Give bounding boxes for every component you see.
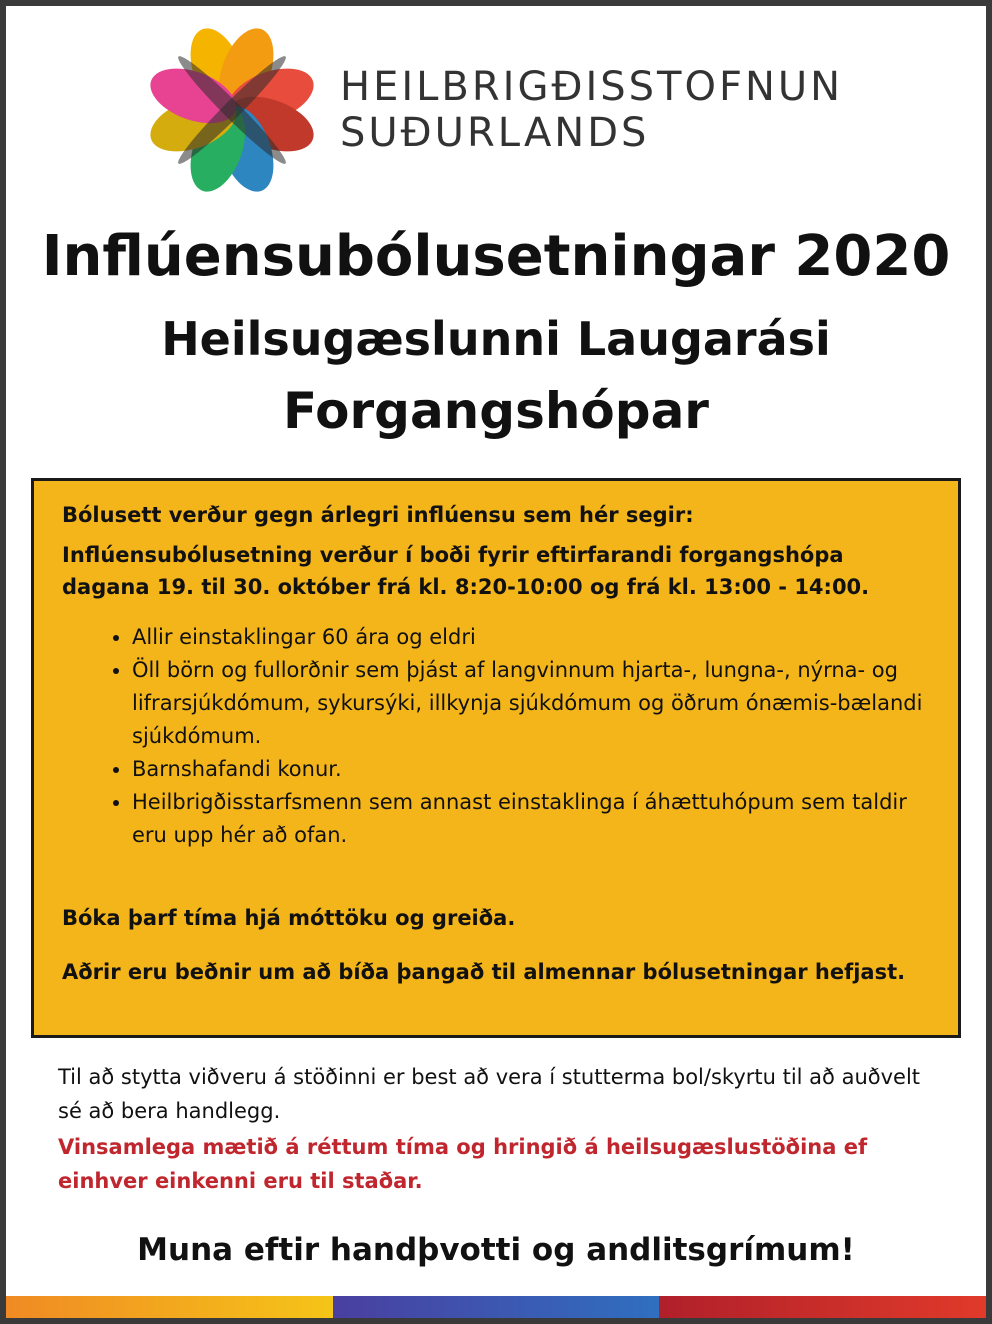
main-title: Inflúensubólusetningar 2020 (41, 224, 951, 289)
location-title: Heilsugæslunni Laugarási (161, 312, 831, 366)
stripe-segment (333, 1296, 660, 1318)
list-item: • Heilbrigðisstarfsmenn sem annast einstaklinga í áhættuhópum sem taldir eru upp hér að ofan. (132, 786, 930, 852)
list-item: • Öll börn og fullorðnir sem þjást af langvinnum hjarta-, lungna-, nýrna- og lifrarsjúkdómum, sykursýki, illkynja sjúkdómum og öðrum ónæmis-bælandi sjúkdómum. (132, 654, 930, 753)
group-title: Forgangshópar (283, 382, 709, 440)
color-stripe (6, 1296, 986, 1318)
poster (6, 6, 986, 1318)
reminder-text: Muna eftir handþvotti og andlitsgrímum! (137, 1232, 855, 1268)
organization-name (340, 64, 843, 156)
priority-group-list (62, 621, 930, 852)
list-item: • Barnshafandi konur. (132, 753, 930, 786)
box-intro: Bólusett verður gegn árlegri inflúensu sem hér segir: (62, 503, 694, 527)
flower-heart-logo-icon (146, 24, 318, 196)
stripe-segment (6, 1296, 333, 1318)
warning-text: Vinsamlega mætið á réttum tíma og hringið á heilsugæslustöðina ef einhver einkenni eru til staðar. (58, 1135, 868, 1193)
box-schedule: Inflúensubólusetning verður í boði fyrir eftirfarandi forgangshópa dagana 19. til 30. október frá kl. 8:20-10:00 og frá kl. 13:00 - 14:00. (62, 543, 870, 599)
others-notice: Aðrir eru beðnir um að bíða þangað til almennar bólusetningar hefjast. (62, 960, 906, 984)
org-line-2: SUÐURLANDS (340, 110, 650, 156)
stripe-segment (659, 1296, 986, 1318)
list-item: • Allir einstaklingar 60 ára og eldri (132, 621, 930, 654)
booking-notice: Bóka þarf tíma hjá móttöku og greiða. (62, 906, 516, 930)
info-box (31, 478, 961, 1038)
org-line-1: HEILBRIGÐISSTOFNUN (340, 64, 844, 110)
clothing-note: Til að stytta viðveru á stöðinni er best að vera í stutterma bol/skyrtu til að auðvelt sé að bera handlegg. (58, 1065, 921, 1123)
